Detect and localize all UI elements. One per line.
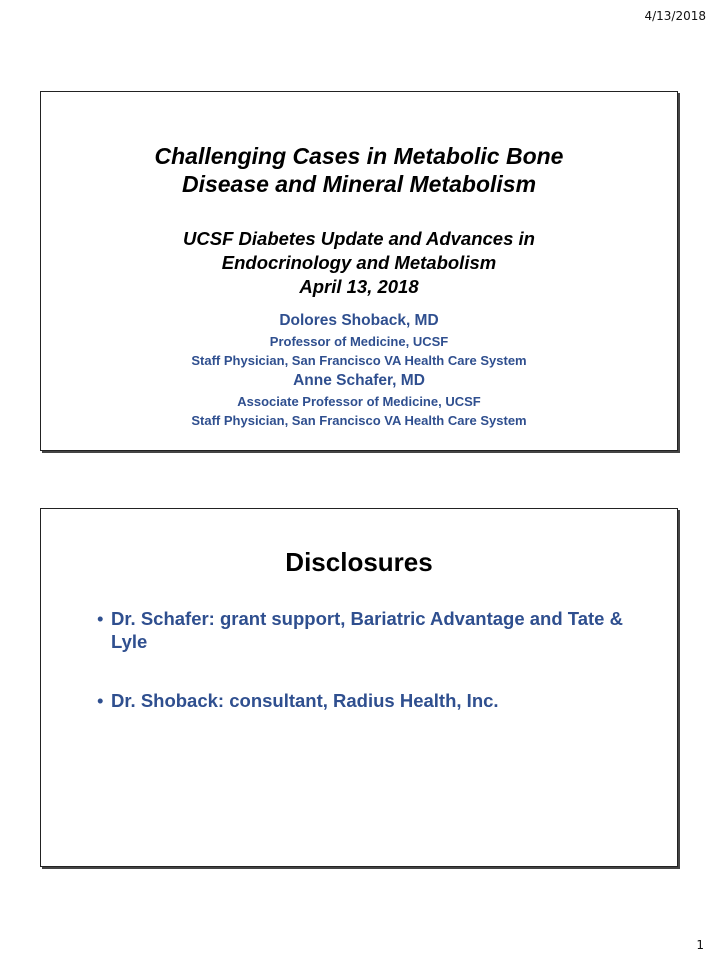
bullet-icon: • — [97, 608, 104, 629]
page-date: 4/13/2018 — [644, 9, 706, 23]
subtitle-line: UCSF Diabetes Update and Advances in — [183, 228, 535, 249]
bullet-text: Dr. Schafer: grant support, Bariatric Advantage and Tate & Lyle — [111, 608, 623, 652]
page-number: 1 — [696, 938, 704, 952]
conference-date: April 13, 2018 — [299, 276, 419, 297]
list-item — [97, 607, 637, 653]
presenter-role: Staff Physician, San Francisco VA Health Care System — [191, 413, 527, 428]
bullet-list — [97, 607, 637, 748]
presenter-name: Anne Schafer, MD — [293, 372, 425, 389]
subtitle-line: Endocrinology and Metabolism — [221, 252, 497, 273]
presenters-block — [41, 310, 677, 430]
title-line: Challenging Cases in Metabolic Bone — [154, 143, 564, 169]
conference-subtitle — [41, 227, 677, 299]
title-slide — [40, 91, 678, 451]
presentation-title — [41, 142, 677, 198]
bullet-text: Dr. Shoback: consultant, Radius Health, Inc. — [111, 690, 499, 711]
presenter-name: Dolores Shoback, MD — [279, 312, 439, 329]
list-item — [97, 689, 637, 712]
disclosures-slide — [40, 508, 678, 867]
presenter-role: Professor of Medicine, UCSF — [269, 334, 449, 349]
slide-title: Disclosures — [285, 547, 433, 577]
presenter-role: Associate Professor of Medicine, UCSF — [237, 394, 481, 409]
presenter-role: Staff Physician, San Francisco VA Health Care System — [191, 353, 527, 368]
bullet-icon: • — [97, 690, 104, 711]
title-line: Disease and Mineral Metabolism — [181, 171, 537, 197]
